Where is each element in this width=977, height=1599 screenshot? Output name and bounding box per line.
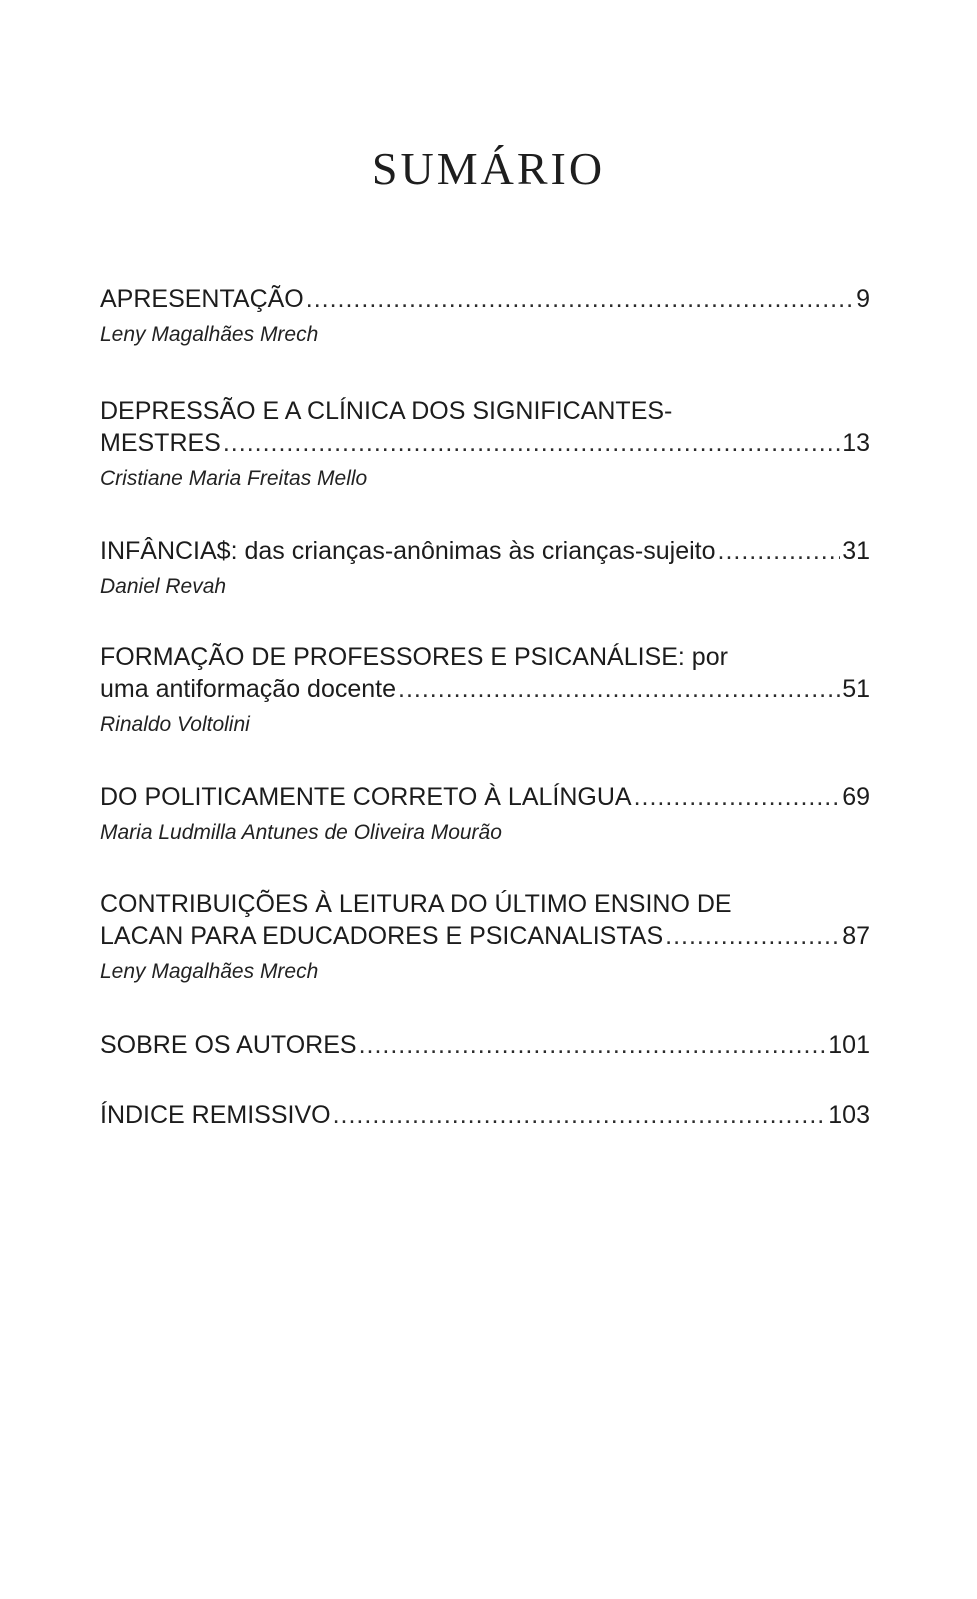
toc-entry-line: [100, 673, 870, 705]
toc-entry: [100, 1099, 870, 1131]
toc-entry-title-line1: DEPRESSÃO E A CLÍNICA DOS SIGNIFICANTES-: [100, 397, 673, 425]
toc-entry-title-line2: LACAN PARA EDUCADORES E PSICANALISTAS: [100, 922, 664, 950]
toc-entry-line: [100, 920, 870, 952]
toc-entry: [100, 535, 870, 601]
toc-entry-title-line2: MESTRES: [100, 429, 221, 457]
toc-entry-page: 51: [842, 675, 870, 703]
toc-entry-title: APRESENTAÇÃO: [100, 285, 304, 313]
dot-leader: [718, 535, 841, 567]
dot-leader: [398, 673, 840, 705]
dot-leader: [665, 920, 840, 952]
toc-entry-line: [100, 535, 870, 567]
toc-entry: [100, 1029, 870, 1061]
toc-entry: [100, 781, 870, 847]
toc-entry-title-line1: FORMAÇÃO DE PROFESSORES E PSICANÁLISE: por: [100, 643, 728, 671]
toc-entry-page: 87: [842, 922, 870, 950]
toc-entry-title: ÍNDICE REMISSIVO: [100, 1101, 331, 1129]
dot-leader: [223, 427, 840, 459]
toc-entry-author: Rinaldo Voltolini: [100, 713, 250, 736]
toc-entry: [100, 641, 870, 739]
toc-entry: [100, 888, 870, 986]
toc-entry-title: DO POLITICAMENTE CORRETO À LALÍNGUA: [100, 783, 632, 811]
toc-entry-author: Leny Magalhães Mrech: [100, 960, 319, 983]
dot-leader: [634, 781, 841, 813]
toc-entry-line: [100, 781, 870, 813]
page-title: SUMÁRIO: [371, 143, 606, 194]
toc-entry-title-line1: CONTRIBUIÇÕES À LEITURA DO ÚLTIMO ENSINO DE: [100, 890, 732, 918]
toc-entry-title: INFÂNCIA$: das crianças-anônimas às crianças-sujeito: [100, 537, 716, 565]
toc-entry-title-line2: uma antiformação docente: [100, 675, 397, 703]
toc-entry-title: SOBRE OS AUTORES: [100, 1031, 357, 1059]
dot-leader: [359, 1029, 827, 1061]
toc-entry-line: [100, 1029, 870, 1061]
toc-entry-author: Daniel Revah: [100, 575, 227, 598]
toc-entry-page: 69: [842, 783, 870, 811]
toc-entry-page: 9: [856, 285, 870, 313]
toc-entry-page: 13: [842, 429, 870, 457]
toc-entry-page: 101: [828, 1031, 870, 1059]
toc-entry-author: Cristiane Maria Freitas Mello: [100, 467, 368, 490]
dot-leader: [306, 283, 854, 315]
toc-entry-author: Leny Magalhães Mrech: [100, 323, 319, 346]
toc-entry-page: 103: [828, 1101, 870, 1129]
toc-entry-line: [100, 427, 870, 459]
toc-entry-line: [100, 1099, 870, 1131]
dot-leader: [333, 1099, 827, 1131]
toc-entry-line: [100, 283, 870, 315]
toc-entry-page: 31: [842, 537, 870, 565]
toc-entry: [100, 283, 870, 349]
toc-entry: [100, 395, 870, 493]
toc-entry-author: Maria Ludmilla Antunes de Oliveira Mourão: [100, 821, 502, 844]
